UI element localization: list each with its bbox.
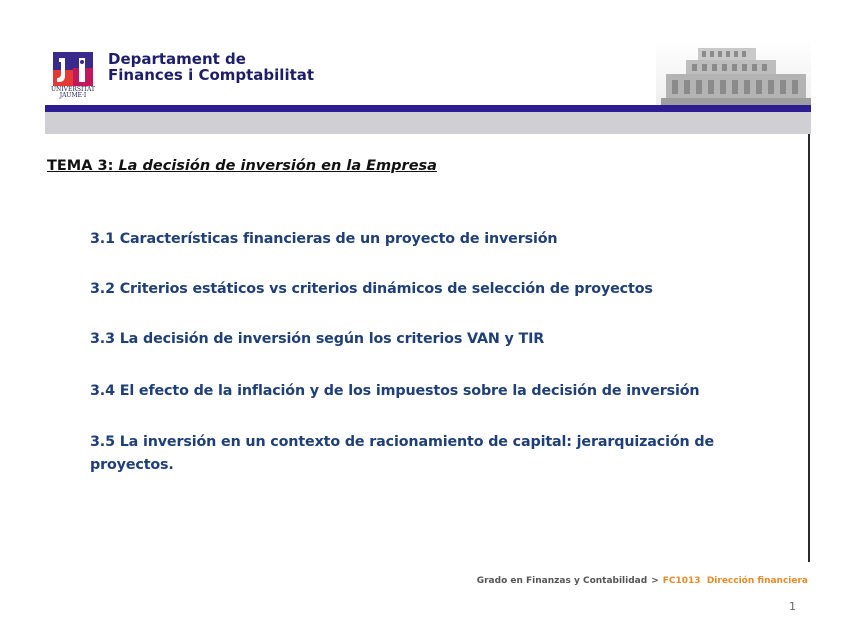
department-line1: Departament de — [108, 50, 246, 68]
footer-degree: Grado en Finanzas y Contabilidad — [476, 576, 648, 586]
topic-item-3-4: 3.4 El efecto de la inflación y de los impuestos sobre la decisión de inversión — [90, 383, 700, 399]
topic-item-3-3: 3.3 La decisión de inversión según los criterios VAN y TIR — [90, 331, 545, 347]
footer-separator: > — [651, 576, 659, 586]
page-number: 1 — [789, 600, 796, 613]
title-italic: La decisión de inversión en la Empresa — [113, 158, 437, 174]
footer-course-code: FC1013 — [662, 576, 701, 586]
department-line2: Finances i Comptabilitat — [108, 66, 315, 84]
header-subbar — [45, 112, 811, 134]
logo-caption-line2: JAUME·I — [59, 92, 87, 99]
department-name — [108, 51, 314, 83]
topic-item-3-5: 3.5 La inversión en un contexto de racionamiento de capital: jerarquización de proyectos. — [90, 434, 715, 473]
university-building-image — [656, 38, 811, 106]
topic-item-3-1: 3.1 Características financieras de un proyecto de inversión — [90, 231, 558, 247]
slide-title — [47, 158, 437, 174]
university-logo-caption — [43, 87, 103, 99]
footer-course-name: Dirección financiera — [706, 576, 808, 586]
topic-item-3-2: 3.2 Criterios estáticos vs criterios dinámicos de selección de proyectos — [90, 281, 653, 297]
logo-caption-line1: UNIVERSITAT — [50, 86, 96, 93]
footer-breadcrumb — [477, 576, 808, 586]
title-prefix: TEMA 3: — [47, 158, 114, 174]
right-divider — [808, 134, 810, 562]
header-bar — [45, 105, 811, 112]
